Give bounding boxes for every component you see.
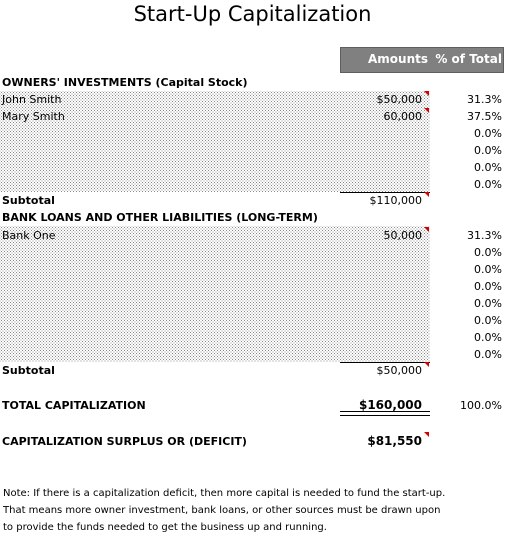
loan-row-percent: 0.0% xyxy=(474,331,502,344)
total-capitalization-label: TOTAL CAPITALIZATION xyxy=(2,399,146,412)
owner-row-name[interactable]: Mary Smith xyxy=(2,110,65,123)
comment-marker-icon[interactable] xyxy=(424,227,429,232)
footnote-line: That means more owner investment, bank loans, or other sources must be drawn upon xyxy=(3,505,441,516)
comment-marker-icon[interactable] xyxy=(424,108,429,113)
owners-subtotal-label: Subtotal xyxy=(2,194,55,207)
loan-row-percent: 0.0% xyxy=(474,297,502,310)
loan-row-percent: 31.3% xyxy=(467,229,502,242)
loans-subtotal-amount[interactable]: $50,000 xyxy=(376,364,422,377)
total-double-underline xyxy=(340,411,430,416)
comment-marker-icon[interactable] xyxy=(424,432,429,437)
total-capitalization-percent: 100.0% xyxy=(460,399,502,412)
loans-subtotal-label: Subtotal xyxy=(2,364,55,377)
loans-section-heading: BANK LOANS AND OTHER LIABILITIES (LONG-TERM) xyxy=(2,211,318,224)
comment-marker-icon[interactable] xyxy=(424,91,429,96)
owner-row-amount[interactable]: $50,000 xyxy=(376,93,422,106)
surplus-label: CAPITALIZATION SURPLUS OR (DEFICIT) xyxy=(2,435,247,448)
amounts-column-header: Amounts xyxy=(368,52,428,66)
loan-row-amount[interactable]: 50,000 xyxy=(383,229,422,242)
owner-row-percent: 31.3% xyxy=(467,93,502,106)
page-title: Start-Up Capitalization xyxy=(133,2,372,26)
loan-row-percent: 0.0% xyxy=(474,263,502,276)
owner-row-percent: 0.0% xyxy=(474,178,502,191)
loan-row-name[interactable]: Bank One xyxy=(2,229,56,242)
comment-marker-icon[interactable] xyxy=(424,362,429,367)
footnote-line: Note: If there is a capitalization deficit, then more capital is needed to fund the start-up. xyxy=(3,488,446,499)
owners-input-area xyxy=(0,91,430,192)
loan-row-percent: 0.0% xyxy=(474,280,502,293)
loan-row-percent: 0.0% xyxy=(474,314,502,327)
owner-row-percent: 37.5% xyxy=(467,110,502,123)
surplus-amount[interactable]: $81,550 xyxy=(367,434,422,448)
footnote xyxy=(3,485,503,536)
footnote-line: to provide the funds needed to get the business up and running. xyxy=(3,522,327,533)
owner-row-amount[interactable]: 60,000 xyxy=(383,110,422,123)
owner-row-percent: 0.0% xyxy=(474,144,502,157)
percent-column-header: % of Total xyxy=(435,52,502,66)
total-capitalization-amount[interactable]: $160,000 xyxy=(358,398,422,412)
owner-row-percent: 0.0% xyxy=(474,161,502,174)
owner-row-percent: 0.0% xyxy=(474,127,502,140)
owners-section-heading: OWNERS' INVESTMENTS (Capital Stock) xyxy=(2,76,248,89)
loans-subtotal-rule xyxy=(340,362,430,363)
loan-row-percent: 0.0% xyxy=(474,246,502,259)
comment-marker-icon[interactable] xyxy=(424,192,429,197)
owners-subtotal-rule xyxy=(340,192,430,193)
loans-input-area xyxy=(0,226,430,362)
owners-subtotal-amount[interactable]: $110,000 xyxy=(369,194,422,207)
owner-row-name[interactable]: John Smith xyxy=(2,93,62,106)
loan-row-percent: 0.0% xyxy=(474,348,502,361)
